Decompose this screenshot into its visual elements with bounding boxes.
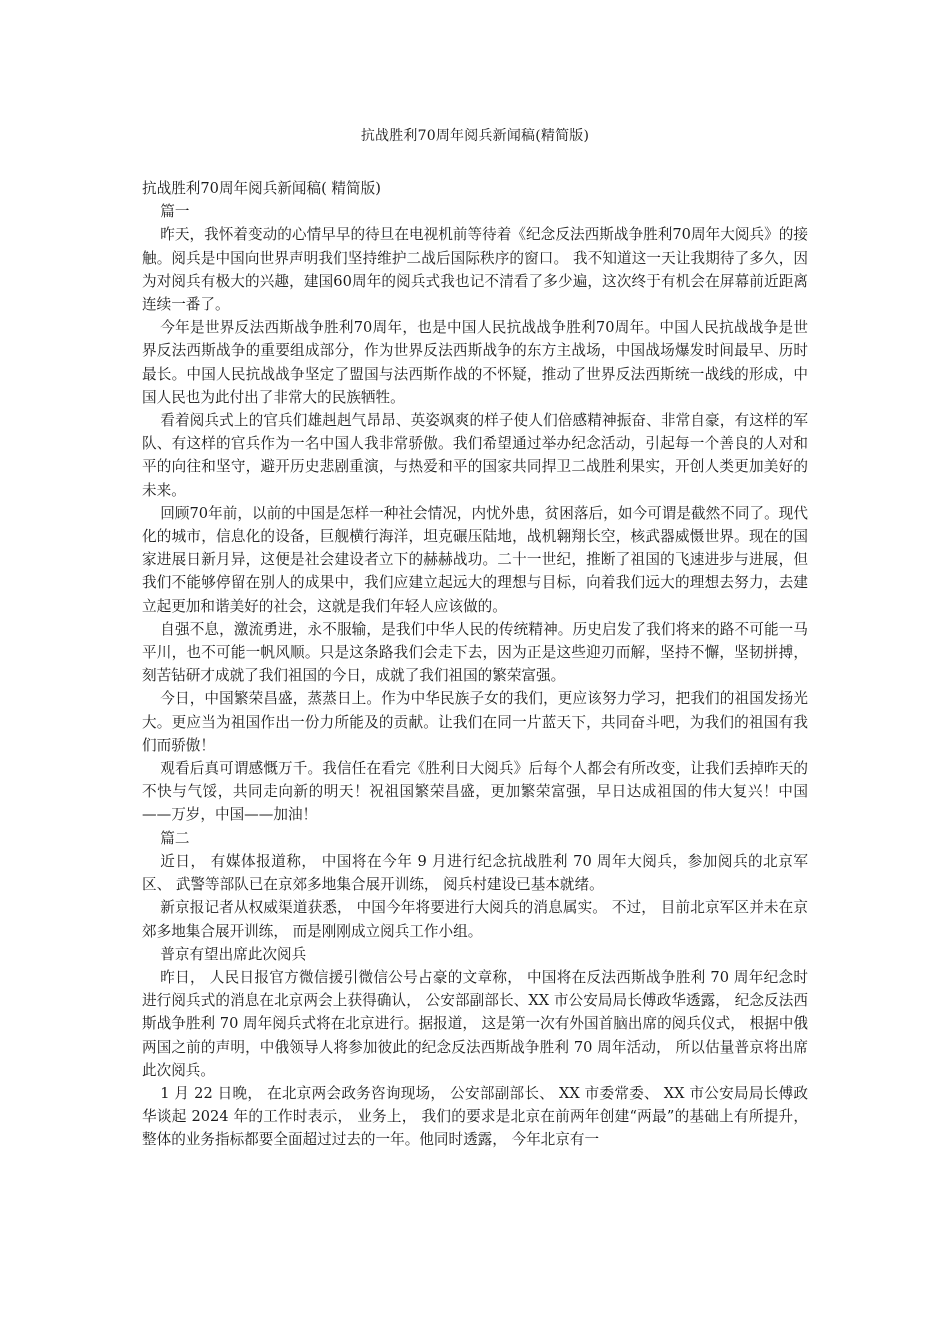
page-header-title: 抗战胜利70周年阅兵新闻稿(精简版): [360, 128, 590, 144]
section-label-part2: 篇二: [160, 829, 190, 847]
paragraph: 昨天，我怀着变动的心情早早的待旦在电视机前等待着《纪念反法西斯战争胜利70周年大阅兵》的接触。阅兵是中国向世界声明我们坚持维护二战后国际秩序的窗口。 我不知道这一天让我期待了多久，因为对阅兵有极大的兴趣，建国60周年的阅兵式我也记不清看了多少遍，这次终于有机会在屏幕前近距离连续一番了。: [142, 226, 808, 314]
paragraph: 新京报记者从权威渠道获悉， 中国今年将要进行大阅兵的消息属实。 不过， 目前北京军区并未在京郊多地集合展开训练， 而是刚刚成立阅兵工作小组。: [142, 899, 808, 940]
document-body: [142, 177, 808, 1152]
paragraph: 回顾70年前，以前的中国是怎样一种社会情况，内忧外患，贫困落后，如今可谓是截然不同了。现代化的城市，信息化的设备，巨舰横行海洋，坦克碾压陆地，战机翱翔长空，核武器威慑世界。现在的国家进展日新月异，这便是社会建设者立下的赫赫战功。二十一世纪，推断了祖国的飞速进步与进展，但我们不能够停留在别人的成果中，我们应建立起远大的理想与目标，向着我们远大的理想去努力，去建立起更加和谐美好的社会，这就是我们年轻人应该做的。: [142, 504, 808, 615]
paragraph: 1 月 22 日晚， 在北京两会政务咨询现场， 公安部副部长、 XX 市委常委、 XX 市公安局局长傅政华谈起 2024 年的工作时表示， 业务上， 我们的要求是北京在前两年创建“两最”的基础上有所提升， 整体的业务指标都要全面超过过去的一年。他同时透露， 今年北京有一: [142, 1084, 808, 1149]
paragraph: 观看后真可谓感慨万千。我信任在看完《胜利日大阅兵》后每个人都会有所改变，让我们丢掉昨天的不快与气馁，共同走向新的明天！祝祖国繁荣昌盛，更加繁荣富强，早日达成祖国的伟大复兴！中国——万岁，中国——加油！: [142, 760, 808, 824]
paragraph: 今日，中国繁荣昌盛，蒸蒸日上。作为中华民族子女的我们，更应该努力学习，把我们的祖国发扬光大。更应当为祖国作出一份力所能及的贡献。让我们在同一片蓝天下，共同奋斗吧，为我们的祖国有我们而骄傲！: [142, 690, 808, 754]
paragraph: 昨日， 人民日报官方微信援引微信公号占豪的文章称， 中国将在反法西斯战争胜利 70 周年纪念时进行阅兵式的消息在北京两会上获得确认， 公安部副部长、XX 市公安局局长傅政华透露， 纪念反法西斯战争胜利 70 周年阅兵式将在北京进行。据报道， 这是第一次有外国首脑出席的阅兵仪式， 根据中俄两国之前的声明，中俄领导人将参加彼此的纪念反法西斯战争胜利 70 周年活动， 所以估量普京将出席此次阅兵。: [142, 968, 808, 1079]
section-label-part1: 篇一: [160, 203, 190, 221]
paragraph: 看着阅兵式上的官兵们雄赳赳气昂昂、英姿飒爽的样子使人们倍感精神振奋、非常自豪，有这样的军队、有这样的官兵作为一名中国人我非常骄傲。我们希望通过举办纪念活动，引起每一个善良的人对和平的向往和坚守，避开历史悲剧重演，与热爱和平的国家共同捍卫二战胜利果实，开创人类更加美好的未来。: [142, 412, 808, 499]
subheading: 普京有望出席此次阅兵: [160, 945, 307, 963]
paragraph: 自强不息，激流勇进，永不服输，是我们中华人民的传统精神。历史启发了我们将来的路不可能一马平川，也不可能一帆风顺。只是这条路我们会走下去，因为正是这些迎刃而解，坚持不懈，坚韧拼搏，刻苦钻研才成就了我们祖国的今日，成就了我们祖国的繁荣富强。: [142, 620, 808, 685]
document-title: 抗战胜利70周年阅兵新闻稿( 精简版): [142, 180, 381, 197]
paragraph: 今年是世界反法西斯战争胜利70周年，也是中国人民抗战战争胜利70周年。中国人民抗战战争是世界反法西斯战争的重要组成部分，作为世界反法西斯战争的东方主战场，中国战场爆发时间最早、历时最长。中国人民抗战战争坚定了盟国与法西斯作战的不怀疑，推动了世界反法西斯统一战线的形成，中国人民也为此付出了非常大的民族牺牲。: [142, 319, 808, 406]
paragraph: 近日， 有媒体报道称， 中国将在今年 9 月进行纪念抗战胜利 70 周年大阅兵，参加阅兵的北京军区、 武警等部队已在京郊多地集合展开训练， 阅兵村建设已基本就绪。: [142, 852, 808, 894]
